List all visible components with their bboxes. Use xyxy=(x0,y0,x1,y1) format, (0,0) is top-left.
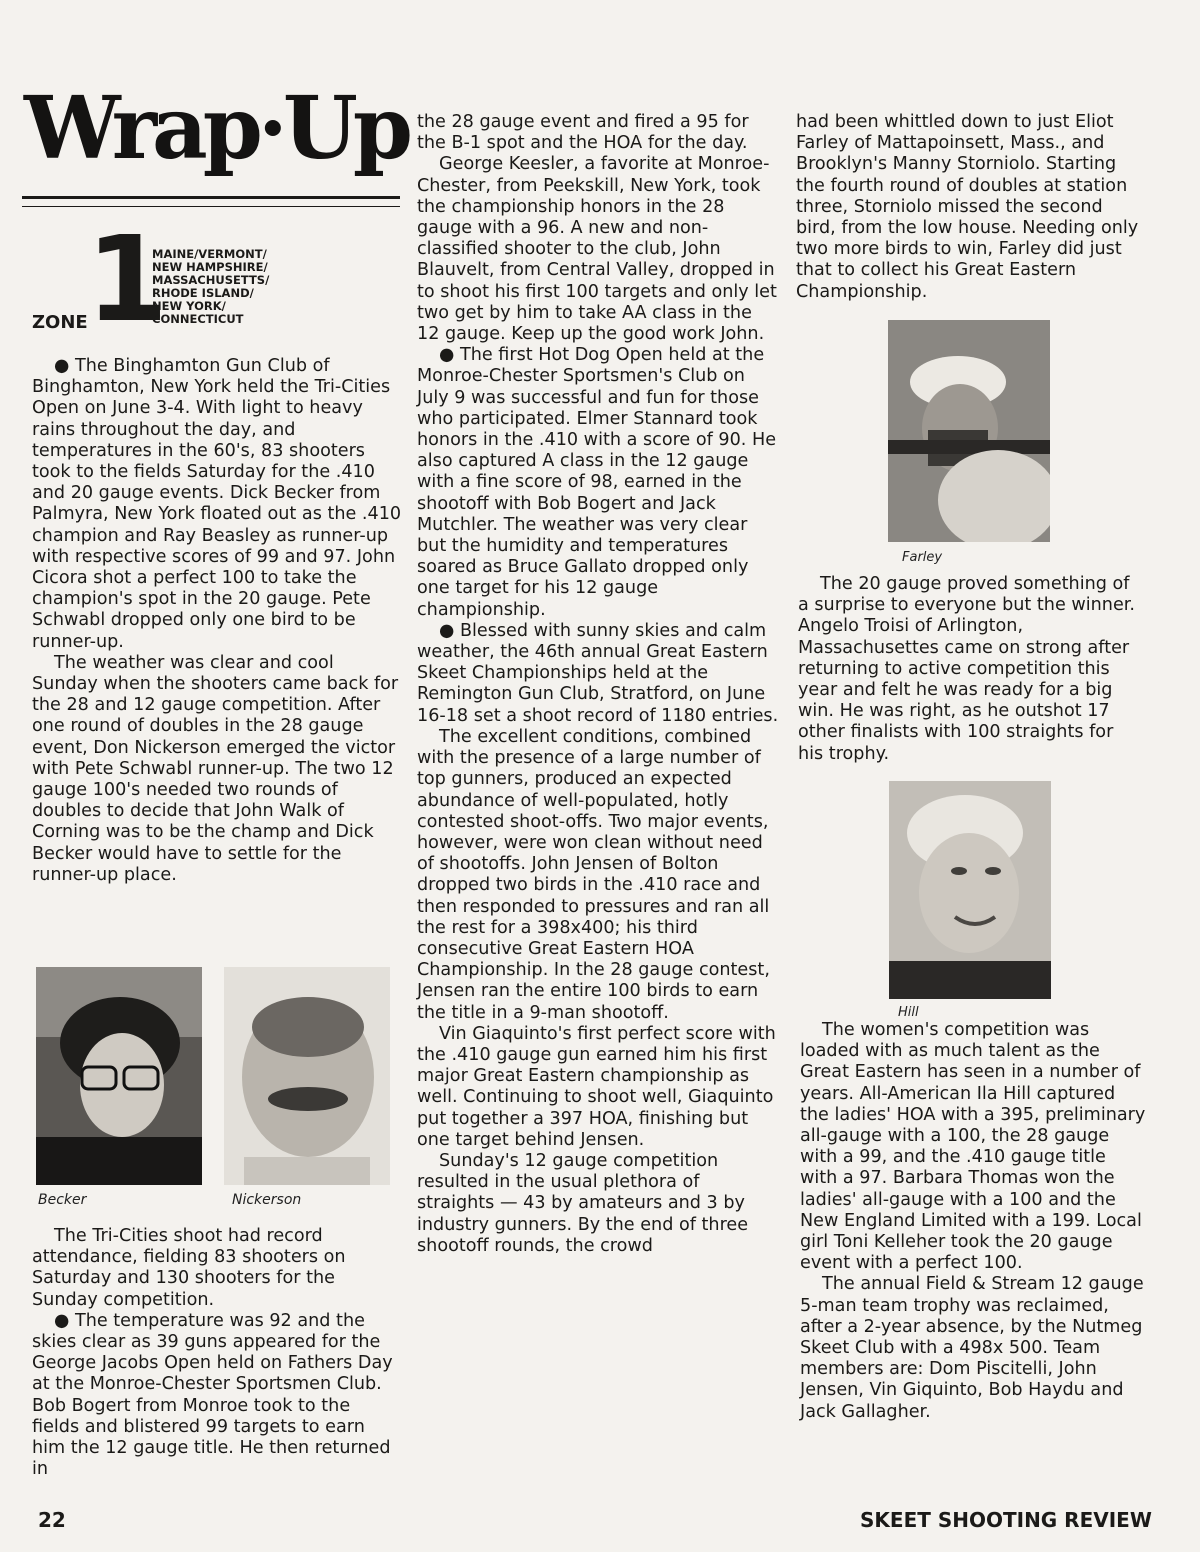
hill-photo xyxy=(889,781,1051,999)
page-title: Wrap·Up xyxy=(24,78,408,179)
paragraph: ● The first Hot Dog Open held at the Monroe-Chester Sportsmen's Club on July 9 was successful and fun for those who participated. Elmer Stannard took honors in the .410 with a score of 90. He also captured A class in the 12 gauge with a fine score of 98, earned in the shootoff with Bob Bogert and Jack Mutchler. The weather was very clear but the humidity and temperatures soared as Bruce Gallato dropped only one target for his 12 gauge championship. xyxy=(417,345,777,620)
paragraph: The 20 gauge proved something of a surprise to everyone but the winner. Angelo Troisi of Arlington, Massachusettes came on strong after returning to active competition this year and felt he was ready for a big win. He was right, as he outshot 17 other finalists with 100 straights for his trophy. xyxy=(798,574,1135,764)
column-1-bottom xyxy=(32,1226,402,1480)
column-2 xyxy=(417,112,779,1257)
paragraph: George Keesler, a favorite at Monroe-Chester, from Peekskill, New York, took the championship honors in the 28 gauge with a 96. A new and non-classified shooter to the club, John Blauvelt, from Central Valley, dropped in to shoot his first 100 targets and only let two get by him to take AA class in the 12 gauge. Keep up the good work John. xyxy=(417,154,777,345)
paragraph: The Tri-Cities shoot had record attendance, fielding 83 shooters on Saturday and 130 shooters for the Sunday competition. xyxy=(32,1226,346,1310)
paragraph: Sunday's 12 gauge competition resulted in the usual plethora of straights — 43 by amateurs and 3 by industry gunners. By the end of three shootoff rounds, the crowd xyxy=(417,1150,749,1256)
paragraph: the 28 gauge event and fired a 95 for the B-1 spot and the HOA for the day. xyxy=(417,112,749,154)
farley-photo xyxy=(888,320,1050,542)
zone-states xyxy=(152,248,269,326)
paragraph: The annual Field & Stream 12 gauge 5-man team trophy was reclaimed, after a 2-year absence, by the Nutmeg Skeet Club with a 498x 500. Team members are: Dom Piscitelli, John Jensen, Vin Giquinto, Bob Haydu and Jack Gallagher. xyxy=(800,1274,1144,1422)
zone-label: ZONE xyxy=(32,312,88,333)
column-3-middle xyxy=(798,574,1138,765)
page-number: 22 xyxy=(38,1508,66,1532)
zone-state: RHODE ISLAND/ xyxy=(152,286,254,300)
becker-photo xyxy=(36,967,202,1185)
zone-state: MASSACHUSETTS/ xyxy=(152,273,270,287)
zone-state: CONNECTICUT xyxy=(152,312,244,326)
paragraph: Vin Giaquinto's first perfect score with the .410 gauge gun earned him his first major Great Eastern championship as well. Continuing to shoot well, Giaquinto put together a 397 HOA, finishing but one target behind Jensen. xyxy=(417,1023,776,1150)
nickerson-caption: Nickerson xyxy=(232,1192,302,1208)
paragraph: ● Blessed with sunny skies and calm weather, the 46th annual Great Eastern Skeet Championships held at the Remington Gun Club, Stratford, on June 16-18 set a shoot record of 1180 entries. xyxy=(417,620,779,726)
nickerson-photo xyxy=(224,967,390,1185)
paragraph: had been whittled down to just Eliot Farley of Mattapoinsett, Mass., and Brooklyn's Manny Storniolo. Starting the fourth round of doubles at station three, Storniolo missed the second bird, from the low house. Needing only two more birds to win, Farley did just that to collect his Great Eastern Championship. xyxy=(796,112,1139,302)
zone-state: NEW YORK/ xyxy=(152,299,226,313)
farley-caption: Farley xyxy=(902,550,943,565)
zone-state: NEW HAMPSHIRE/ xyxy=(152,260,268,274)
paragraph: ● The temperature was 92 and the skies clear as 39 guns appeared for the George Jacobs Open held on Fathers Day at the Monroe-Chester Sportsmen Club. Bob Bogert from Monroe took to the fields and blistered 99 targets to earn him the 12 gauge title. He then returned in xyxy=(32,1310,393,1480)
magazine-name: SKEET SHOOTING REVIEW xyxy=(860,1508,1152,1532)
paragraph: The excellent conditions, combined with the presence of a large number of top gunners, produced an expected abundance of well-populated, hotly contested shoot-offs. Two major events, however, were won clean without need of shootoffs. John Jensen of Bolton dropped two birds in the .410 race and then responded to pressures and ran all the rest for a 398x400; his third consecutive Great Eastern HOA Championship. In the 28 gauge contest, Jensen ran the entire 100 birds to earn the title in a 9-man shootoff. xyxy=(417,726,770,1023)
paragraph: The women's competition was loaded with as much talent as the Great Eastern has seen in a number of years. All-American Ila Hill captured the ladies' HOA with a 395, preliminary all-gauge with a 100, the 28 gauge with a 99, and the .410 gauge title with a 97. Barbara Thomas won the ladies' all-gauge with a 100 and the New England Limited with a 199. Local girl Toni Kelleher took the 20 gauge event with a perfect 100. xyxy=(800,1020,1146,1274)
column-3-bottom xyxy=(800,1020,1146,1423)
column-3-top xyxy=(796,112,1142,303)
zone-state: MAINE/VERMONT/ xyxy=(152,247,267,261)
hill-caption: Hill xyxy=(898,1005,919,1020)
title-rule-thick xyxy=(22,196,400,199)
paragraph: The weather was clear and cool Sunday when the shooters came back for the 28 and 12 gauge competition. After one round of doubles in the 28 gauge event, Don Nickerson emerged the victor with Pete Schwabl runner-up. The two 12 gauge 100's needed two rounds of doubles to decide that John Walk of Corning was to be the champ and Dick Becker would have to settle for the runner-up place. xyxy=(32,652,399,885)
becker-caption: Becker xyxy=(38,1192,87,1208)
paragraph: ● The Binghamton Gun Club of Binghamton, New York held the Tri-Cities Open on June 3-4. With light to heavy rains throughout the day, and temperatures in the 60's, 83 shooters took to the fields Saturday for the .410 and 20 gauge events. Dick Becker from Palmyra, New York floated out as the .410 champion and Ray Beasley as runner-up with respective scores of 99 and 97. John Cicora shot a perfect 100 to take the champion's spot in the 20 gauge. Pete Schwabl dropped only one bird to be runner-up. xyxy=(32,356,402,652)
column-1-top xyxy=(32,356,404,886)
zone-number: 1 xyxy=(86,210,169,348)
title-rule-thin xyxy=(22,206,400,207)
